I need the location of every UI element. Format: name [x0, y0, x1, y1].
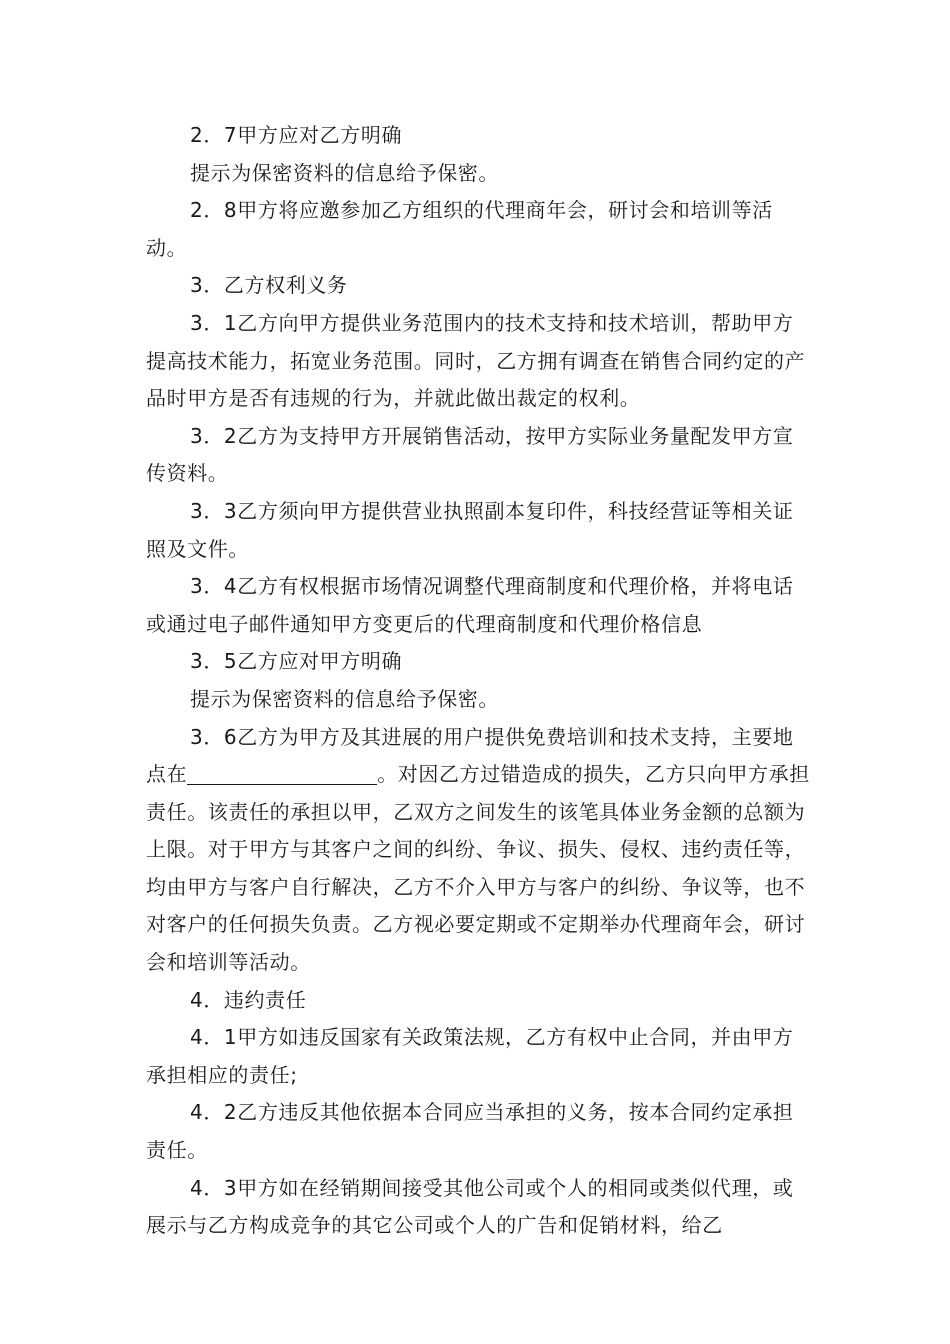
clause-3-6-start: 3．6乙方为甲方及其进展的用户提供免费培训和技术支持，主要地点在 — [146, 724, 794, 787]
clause-4-2: 4．2乙方违反其他依据本合同应当承担的义务，按本合同约定承担责任。 — [146, 1100, 794, 1163]
clause-4-1: 4．1甲方如违反国家有关政策法规，乙方有权中止合同，并由甲方承担相应的责任; — [146, 1025, 794, 1087]
location-blank-line — [187, 762, 377, 785]
clause-3-6 — [146, 719, 812, 982]
clause-3-6-end: 。对因乙方过错造成的损失，乙方只向甲方承担责任。该责任的承担以甲，乙双方之间发生的该笔具体业务金额的总额为上限。对于甲方与其客户之间的纠纷、争议、损失、侵权、违约责任等，均由甲方与客户自行解决，乙方不介入甲方与客户的纠纷、争议等，也不对客户的任何损失负责。乙方视必要定期或不定期举办代理商年会，研讨会和培训等活动。 — [146, 762, 810, 975]
clause-3-3: 3．3乙方须向甲方提供营业执照副本复印件，科技经营证等相关证照及文件。 — [146, 498, 794, 561]
clause-3-5-continued: 提示为保密资料的信息给予保密。 — [190, 686, 499, 711]
section-3-heading: 3．乙方权利义务 — [190, 273, 348, 298]
clause-2-7-continued: 提示为保密资料的信息给予保密。 — [190, 160, 499, 185]
clause-2-8: 2．8甲方将应邀参加乙方组织的代理商年会，研讨会和培训等活动。 — [146, 198, 773, 260]
clause-2-7: 2．7甲方应对乙方明确 — [190, 123, 403, 147]
section-4-heading: 4．违约责任 — [190, 987, 307, 1012]
clause-3-4: 3．4乙方有权根据市场情况调整代理商制度和代理价格，并将电话或通过电子邮件通知甲方变更后的代理商制度和代理价格信息 — [146, 574, 794, 636]
clause-4-3: 4．3甲方如在经销期间接受其他公司或个人的相同或类似代理，或展示与乙方构成竞争的其它公司或个人的广告和促销材料，给乙 — [146, 1175, 794, 1238]
document-body — [146, 117, 812, 1245]
clause-3-2: 3．2乙方为支持甲方开展销售活动，按甲方实际业务量配发甲方宣传资料。 — [146, 423, 794, 486]
clause-3-1: 3．1乙方向甲方提供业务范围内的技术支持和技术培训，帮助甲方提高技术能力，拓宽业务范围。同时，乙方拥有调查在销售合同约定的产品时甲方是否有违规的行为，并就此做出裁定的权利。 — [146, 310, 806, 411]
clause-3-5: 3．5乙方应对甲方明确 — [190, 649, 403, 674]
